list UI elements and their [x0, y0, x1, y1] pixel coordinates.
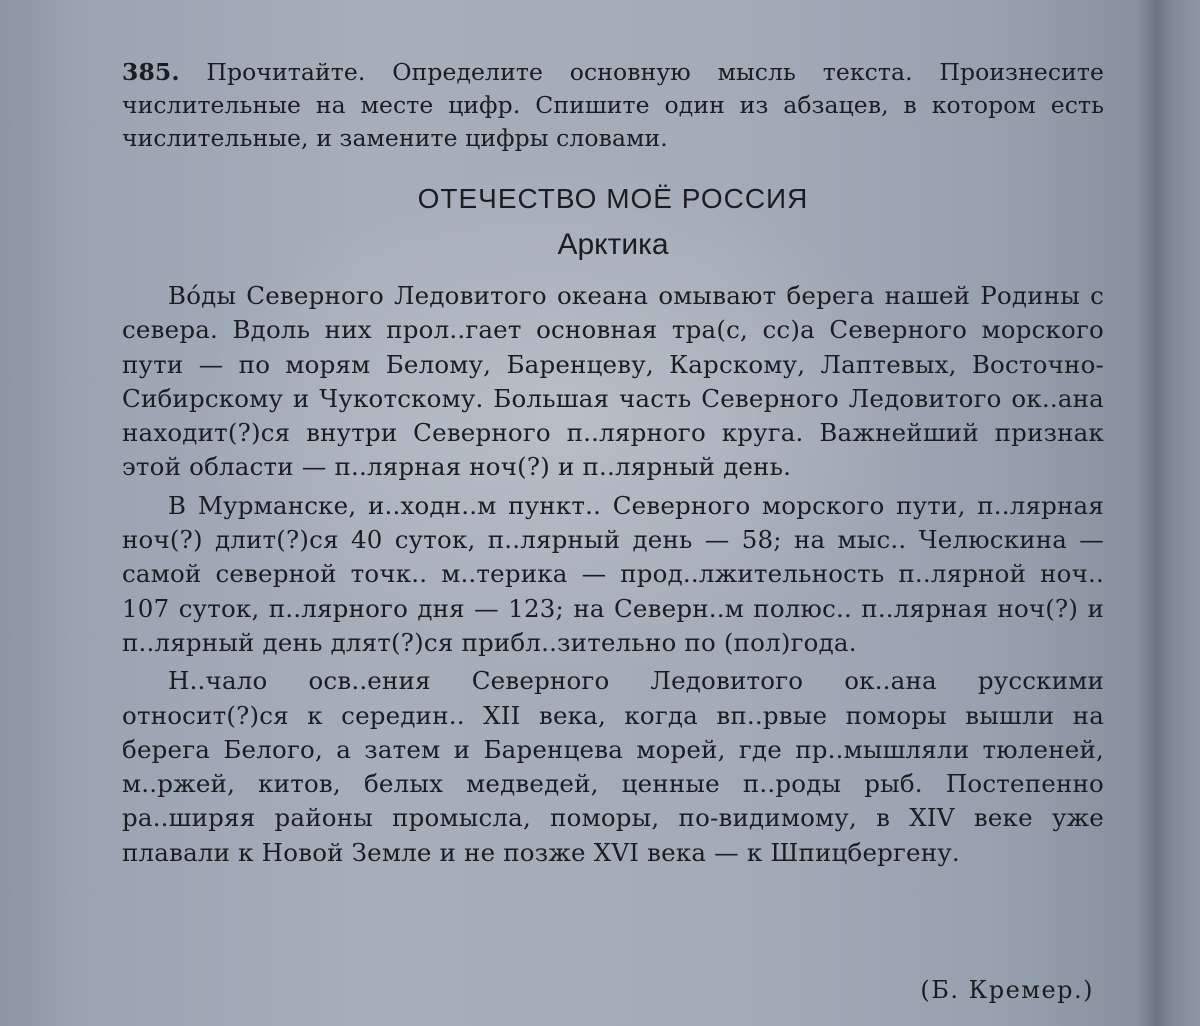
book-spine-shadow: [1138, 0, 1200, 1026]
paragraph-3: Н..чало осв..ения Северного Ледовитого ок..ана русскими относит(?)ся к середин.. XII века, когда вп..рвые поморы вышли на берега Белого, а затем и Баренцева морей, где пр..мышляли тюленей, м..ржей, китов, белых медведей, ценные п..роды рыб. Постепенно ра..ширяя районы промысла, поморы, по-видимому, в XIV веке уже плавали к Новой Земле и не позже XVI века — к Шпицбергену.: [122, 666, 1104, 867]
exercise-number: 385.: [122, 58, 180, 86]
paragraph-2: В Мурманске, и..ходн..м пункт.. Северного морского пути, п..лярная ноч(?) длит(?)ся 40 суток, п..лярный день — 58; на мыс.. Челюскина — самой северной точк.. м..терика — прод..лжительность п..лярной ноч.. 107 суток, п..лярного дня — 123; на Северн..м полюс.. п..лярная ноч(?) и п..лярный день длят(?)ся прибл..зительно по (пол)года.: [122, 490, 1104, 657]
page-content: [122, 56, 1104, 1004]
paragraph-1: Во́ды Северного Ледовитого океана омывают берега нашей Родины с севера. Вдоль них прол..гает основная тра(с, сс)а Северного морского пути — по морям Белому, Баренцеву, Карскому, Лаптевых, Восточно-Сибирскому и Чукотскому. Большая часть Северного Ледовитого ок..ана находит(?)ся внутри Северного п..лярного круга. Важнейший признак этой области — п..лярная ноч(?) и п..лярный день.: [122, 281, 1104, 482]
text-author: (Б. Кремер.): [920, 976, 1094, 1004]
exercise-instructions: Прочитайте. Определите основную мысль текста. Произнесите числительные на месте цифр. Спишите один из абзацев, в котором есть числительные, и замените цифры словами.: [122, 58, 1104, 152]
exercise-task: [122, 56, 1104, 155]
text-subheading: Арктика: [557, 228, 669, 261]
text-heading: ОТЕЧЕСТВО МОЁ РОССИЯ: [417, 183, 809, 214]
